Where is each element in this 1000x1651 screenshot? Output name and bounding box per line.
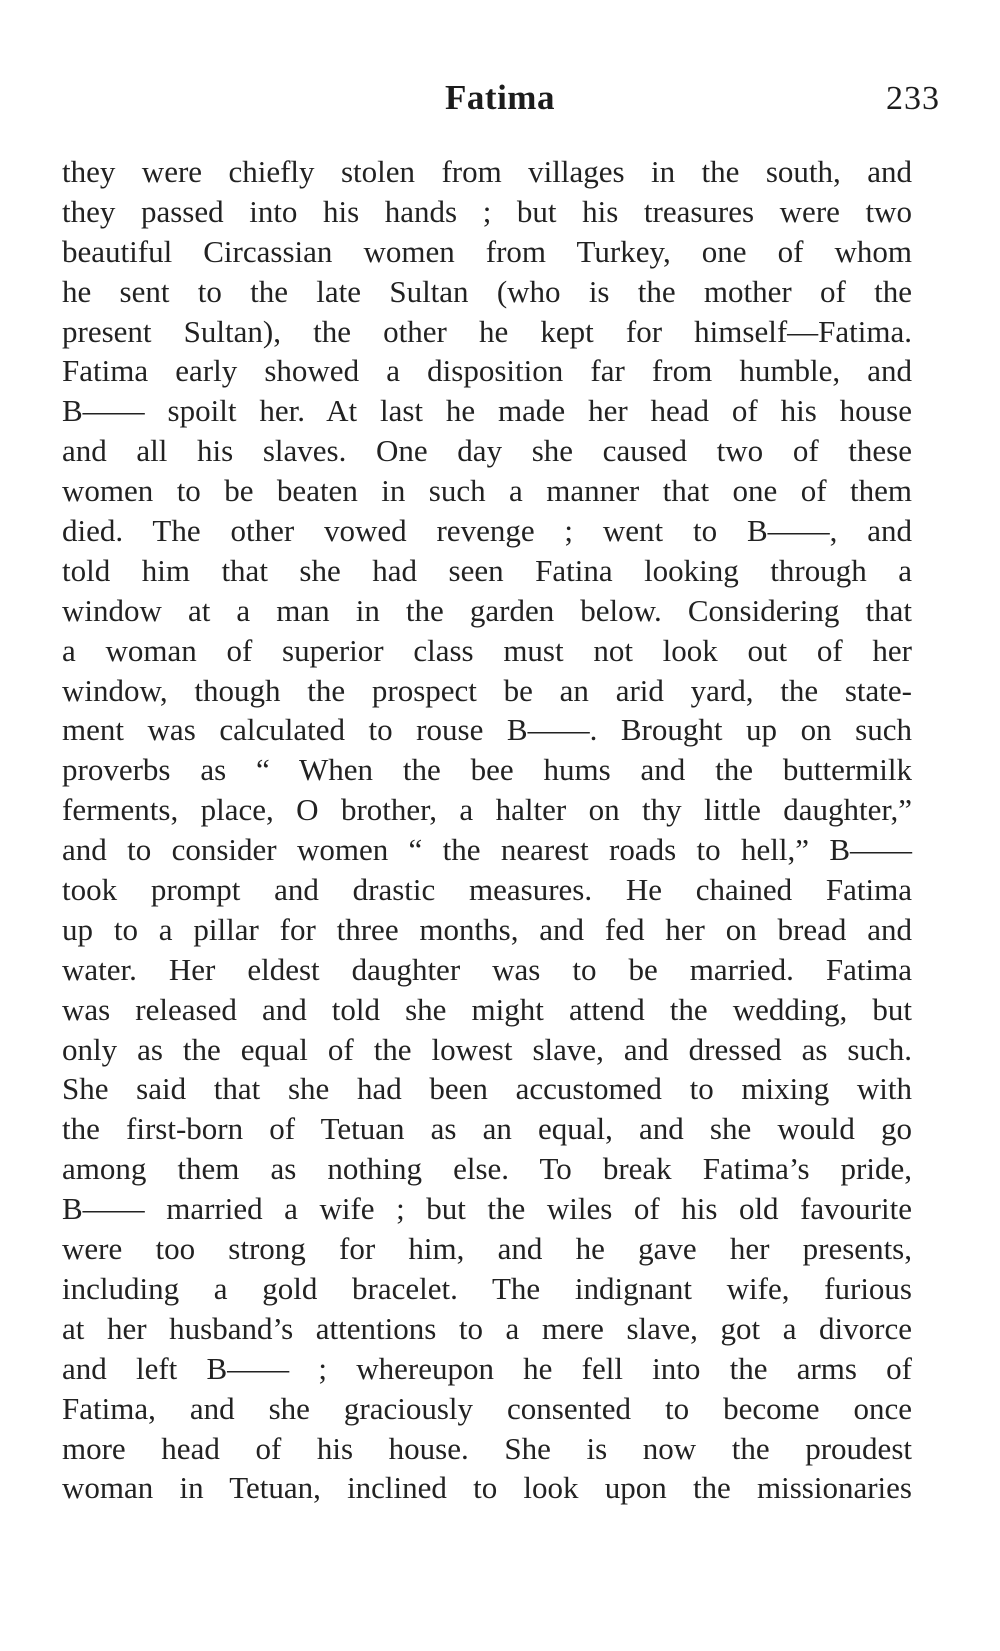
text-line: more head of his house. She is now the proudest bbox=[62, 1430, 912, 1466]
text-line: women to be beaten in such a manner that one of them bbox=[62, 473, 912, 509]
text-line: beautiful Circassian women from Turkey, one of whom bbox=[62, 233, 912, 269]
text-line: and to consider women “ the nearest roads to hell,” B—— bbox=[62, 832, 912, 868]
text-line: ment was calculated to rouse B——. Brought up on such bbox=[62, 712, 912, 748]
text-line: Fatima early showed a disposition far from humble, and bbox=[62, 353, 912, 389]
text-line: only as the equal of the lowest slave, and dressed as such. bbox=[62, 1031, 912, 1067]
running-head bbox=[0, 78, 1000, 128]
text-line: they passed into his hands ; but his treasures were two bbox=[62, 193, 912, 229]
text-line: She said that she had been accustomed to mixing with bbox=[62, 1071, 912, 1107]
text-line: window at a man in the garden below. Considering that bbox=[62, 592, 912, 628]
text-line: they were chiefly stolen from villages in the south, and bbox=[62, 154, 912, 189]
text-line: window, though the prospect be an arid yard, the state- bbox=[62, 672, 912, 708]
text-line: and left B—— ; whereupon he fell into the arms of bbox=[62, 1350, 912, 1386]
text-line: at her husband’s attentions to a mere slave, got a divorce bbox=[62, 1310, 912, 1346]
text-line: present Sultan), the other he kept for himself—Fatima. bbox=[62, 313, 912, 349]
text-line: among them as nothing else. To break Fatima’s pride, bbox=[62, 1151, 912, 1187]
text-line: up to a pillar for three months, and fed her on bread and bbox=[62, 911, 912, 947]
body-text bbox=[62, 152, 912, 1508]
page-number: 233 bbox=[886, 80, 940, 117]
text-line: took prompt and drastic measures. He chained Fatima bbox=[62, 872, 912, 908]
text-line: woman in Tetuan, inclined to look upon the missionaries bbox=[62, 1470, 912, 1506]
text-line: proverbs as “ When the bee hums and the buttermilk bbox=[62, 752, 912, 788]
text-line: water. Her eldest daughter was to be married. Fatima bbox=[62, 951, 912, 987]
text-line: were too strong for him, and he gave her presents, bbox=[62, 1231, 912, 1267]
text-line: told him that she had seen Fatina looking through a bbox=[62, 552, 912, 588]
text-line: ferments, place, O brother, a halter on thy little daughter,” bbox=[62, 792, 912, 828]
text-line: the first-born of Tetuan as an equal, and she would go bbox=[62, 1111, 912, 1147]
text-line: B—— spoilt her. At last he made her head of his house bbox=[62, 393, 912, 429]
text-line: died. The other vowed revenge ; went to B——, and bbox=[62, 513, 912, 549]
text-line: he sent to the late Sultan (who is the mother of the bbox=[62, 273, 912, 309]
text-line: B—— married a wife ; but the wiles of his old favourite bbox=[62, 1191, 912, 1227]
chapter-title: Fatima bbox=[445, 78, 555, 117]
text-line: and all his slaves. One day she caused two of these bbox=[62, 433, 912, 469]
text-line: was released and told she might attend the wedding, but bbox=[62, 991, 912, 1027]
text-line: including a gold bracelet. The indignant wife, furious bbox=[62, 1270, 912, 1306]
text-line: a woman of superior class must not look out of her bbox=[62, 632, 912, 668]
text-line: Fatima, and she graciously consented to become once bbox=[62, 1390, 912, 1426]
